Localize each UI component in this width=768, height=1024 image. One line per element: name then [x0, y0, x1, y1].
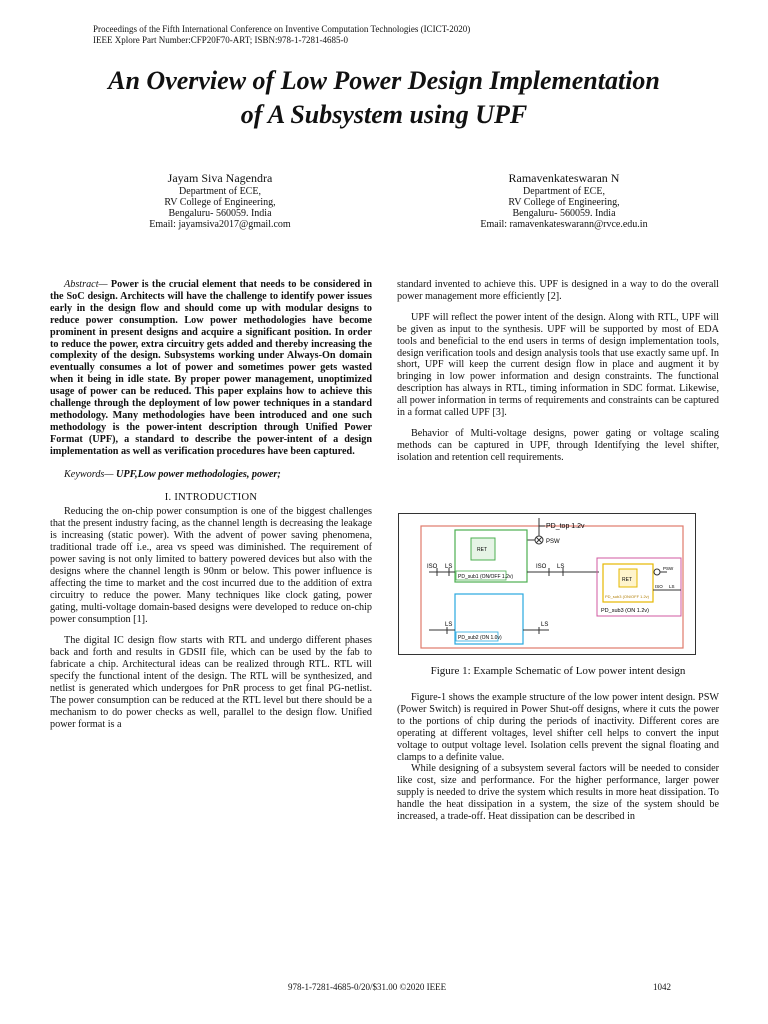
right-paragraph-4: Figure-1 shows the example structure of the low power intent design. PSW (Power Switch) is required in Power Shut-off designs, where it cuts the power to the portions of chip during the periods of inactivity. Different cores are operating at different voltages, level shifter cell helps to convert the input voltage to output voltage level. Isolation cells prevent the signal floating and clamps to a definite value. [397, 692, 719, 763]
iso-label-mid: ISO [536, 564, 547, 570]
author-block-2 [414, 171, 714, 230]
sub2-label: PD_sub2 (ON 1.0v) [458, 635, 502, 641]
schematic-diagram [399, 514, 695, 654]
keywords-lead: Keywords— [64, 468, 114, 480]
right-column-top [397, 279, 719, 464]
psw-label: PSW [546, 539, 560, 545]
author-name: Ramavenkateswaran N [508, 171, 620, 185]
ls-label-sub3: LS [669, 584, 675, 589]
figure-caption: Figure 1: Example Schematic of Low power intent design [430, 665, 686, 677]
author-email: Email: jayamsiva2017@gmail.com [149, 219, 291, 230]
power-switch-icon-sub3 [654, 569, 660, 575]
page-number: 1042 [653, 982, 671, 992]
ret-label-sub3: RET [622, 577, 632, 583]
isbn-header: IEEE Xplore Part Number:CFP20F70-ART; ISBN:978-1-7281-4685-0 [93, 35, 348, 45]
copyright-footer: 978-1-7281-4685-0/20/$31.00 ©2020 IEEE [288, 982, 447, 992]
abstract [50, 279, 372, 458]
abstract-lead: Abstract— [64, 279, 108, 290]
left-column [50, 279, 372, 731]
right-column-bottom [397, 692, 719, 823]
author-college: RV College of Engineering, [508, 197, 620, 208]
proceedings-header: Proceedings of the Fifth International Conference on Inventive Computation Technologies (ICICT-2020) [93, 24, 471, 34]
sub1-label: PD_sub1 (ON/OFF 1.2v) [458, 574, 514, 580]
right-paragraph-3: Behavior of Multi-voltage designs, power gating or voltage scaling methods can be captured in UPF, through Identifying the level shifter, isolation and retention cell requirements. [397, 427, 719, 463]
ls-label-mid: LS [557, 564, 565, 570]
intro-paragraph-2: The digital IC design flow starts with RTL and undergo different phases back and forth and results in GDSII file, which can be used by the fab to fabricate a chip. Architectural ideas can be realized through RTL. RTL will specify the functional intent of the design. The RTL will be synthesized, and netlist is generated which undergoes for PnR process to get final PG-netlist. The power consumption can be reduced at the RTL level but there should be a mechanism to do power checks as well, parallel to the design flow. Unified power format is a [50, 635, 372, 730]
sub3-label: PD_sub3 (ON 1.2v) [601, 608, 649, 614]
author-city: Bengaluru- 560059. India [168, 208, 272, 219]
intro-paragraph-1: Reducing the on-chip power consumption is one of the biggest challenges that the present industry facing, as the channel length is decreasing the leakage is increasing (static power). With the advent of power saving phenomena, traditional trade off i.e., area vs speed was diminished. The requirement of power saving is not only limited to battery powered devices but also with the designs where the channel length is 90nm or below. This power influence is affecting the time to market and the cost incurred due to the addition of extra circuitry to reduce the power. Many techniques like clock gating, power gating, multi-voltage domain-based designs were developed to reduce on-chip power consumption [1]. [50, 506, 372, 625]
pd-top-label: PD_top 1.2v [546, 523, 585, 530]
author-email: Email: ramavenkateswarann@rvce.edu.in [480, 219, 648, 230]
figure-schematic [398, 513, 696, 655]
ls-label-left: LS [445, 564, 453, 570]
ret-label: RET [477, 547, 487, 553]
abstract-text: Power is the crucial element that needs to be considered in the SoC design. Architects will have the challenge to identify power issues early in the design flow and should come up with modular designs to reduce power consumption. Low power methodologies have become prominent in present designs and acquire a significant position. In order to reduce the power, extra circuitry gets added and thereby increasing the complexity of the design. Subsystems working under Always-On domain eventually consumes a lot of power and sometimes power gets wasted when it being in idle state. By proper power management, unoptimized usage of power can be reduced. This paper explains how to achieve this challenge through the deployment of low power techniques in a standard methodology. Many methodologies have been introduced and one such methodology is the power-intent description through Unified Power Format (UPF), a standard to describe the power-intent of a design implementation as well as verification procedures have been captured. [50, 279, 372, 457]
psw-label-sub3: PSW [663, 566, 674, 571]
author-city: Bengaluru- 560059. India [512, 208, 616, 219]
keywords-text: UPF,Low power methodologies, power; [113, 468, 281, 480]
author-dept: Department of ECE, [179, 186, 261, 197]
right-paragraph-2: UPF will reflect the power intent of the design. Along with RTL, UPF will be given as input to the synthesis. UPF will be supported by most of EDA tools and beneficial to the end users in terms of design implementation tools, design verification tools and design analysis tools that use exactly same upf. In short, UPF will keep the current design flow in place and augment it by bringing in low power information and design constraints. The functional description has always in RTL, timing information in SDC format. Likewise, all power information in terms of requirements and constraints can be captured in a format called UPF [3]. [397, 311, 719, 419]
paper-title [0, 64, 768, 132]
author-college: RV College of Engineering, [164, 197, 276, 208]
keywords [50, 469, 372, 481]
sub3-inner-label: PD_sub3 (ON/OFF 1.2v) [605, 594, 650, 599]
right-paragraph-1: standard invented to achieve this. UPF is designed in a way to do the overall power management more efficiently [2]. [397, 279, 719, 302]
ls-label-sub2-right: LS [541, 622, 549, 628]
author-block-1 [70, 171, 370, 230]
title-line-1: An Overview of Low Power Design Implementation [108, 66, 660, 95]
right-paragraph-5: While designing of a subsystem several factors will be needed to consider like cost, size and performance. For the higher performance, larger power supply is needed to drive the system which results in more heat dissipation. To handle the heat dissipation in a system, the size of the system should be increased, a trade-off. Heat dissipation can be described in [397, 763, 719, 823]
ls-label-sub2-left: LS [445, 622, 453, 628]
author-dept: Department of ECE, [523, 186, 605, 197]
section-heading-introduction: I. INTRODUCTION [164, 491, 258, 503]
iso-label-sub3: ISO [655, 584, 663, 589]
title-line-2: of A Subsystem using UPF [240, 100, 528, 129]
iso-label-left: ISO [427, 564, 438, 570]
author-name: Jayam Siva Nagendra [167, 171, 273, 185]
